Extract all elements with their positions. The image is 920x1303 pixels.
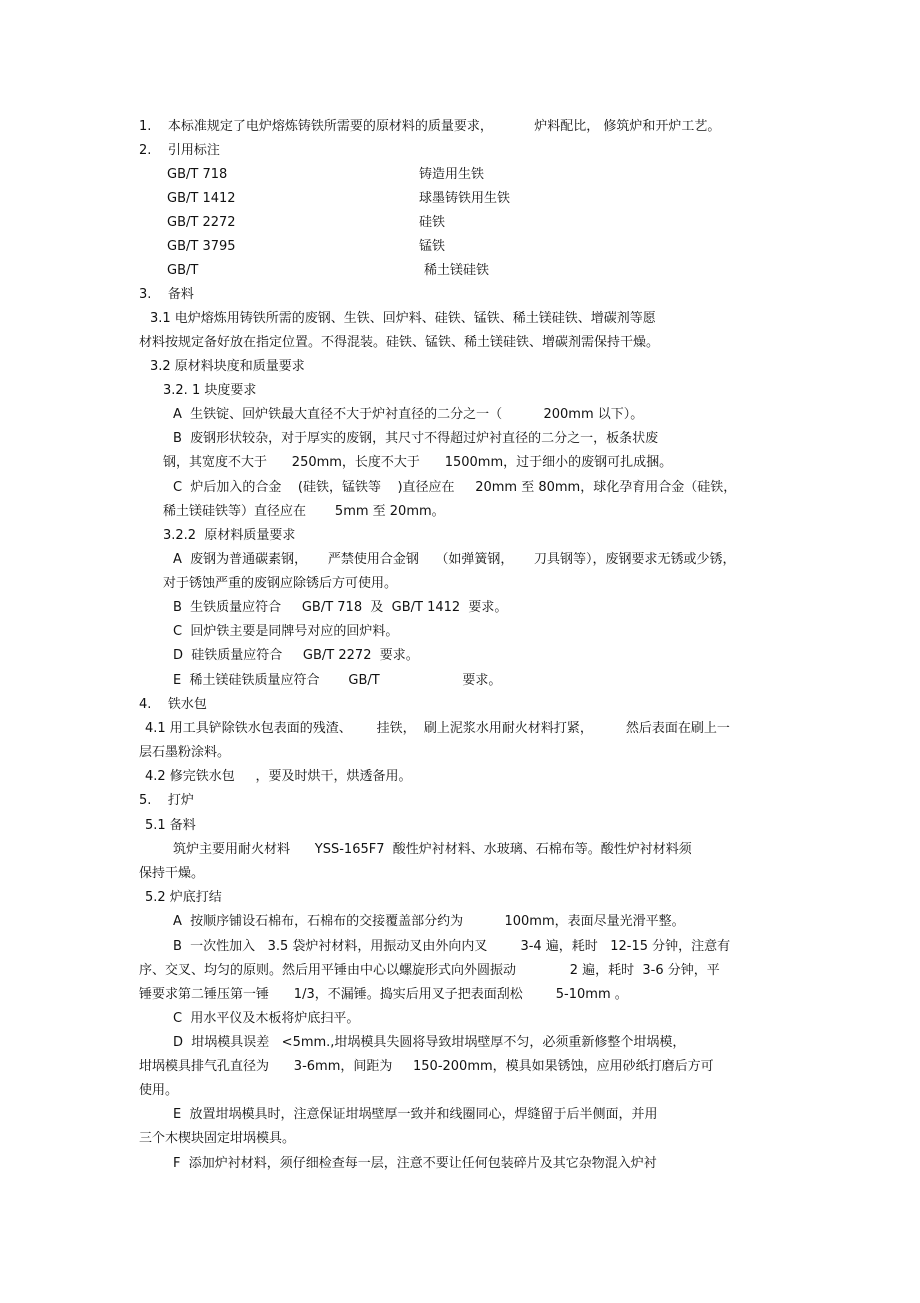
standard-code: GB/T 1412 [167,191,236,206]
text-line: D 坩埚模具误差 <5mm.,坩埚模具失圆将导致坩埚壁厚不匀，必须重新修整个坩埚模， [173,1035,686,1050]
text-line: B 生铁质量应符合 GB/T 718 及 GB/T 1412 要求。 [173,600,508,615]
text-line: 4.2 修完铁水包 ，要及时烘干，烘透备用。 [145,769,412,784]
text-line: 使用。 [139,1083,179,1098]
standard-code: GB/T [167,263,199,278]
text-line: E 放置坩埚模具时，注意保证坩埚壁厚一致并和线圈同心，焊缝留于后半侧面，并用 [173,1107,658,1122]
text-line: C 回炉铁主要是同牌号对应的回炉料。 [173,624,399,639]
text-line: 锤要求第二锤压第一锤 1/3，不漏锤。捣实后用叉子把表面刮松 5-10mm 。 [139,987,628,1002]
subsection-heading: 5.2 炉底打结 [145,890,222,905]
standard-title: 锰铁 [419,239,446,254]
text-line: A 生铁锭、回炉铁最大直径不大于炉衬直径的二分之一（ 200mm 以下）。 [173,407,644,422]
text-line: C 炉后加入的合金 (硅铁，锰铁等 )直径应在 20mm 至 80mm，球化孕育用合金（硅铁， [173,480,737,495]
text-line: F 添加炉衬材料，须仔细检查每一层，注意不要让任何包装碎片及其它杂物混入炉衬 [173,1156,657,1171]
section-heading: 4. 铁水包 [139,697,207,712]
text-line: 序、交叉、均匀的原则。然后用平锤由中心以螺旋形式向外圆振动 2 遍，耗时 3-6 分钟，平 [139,963,720,978]
text-line: 对于锈蚀严重的废钢应除锈后方可使用。 [163,576,398,591]
text-line: C 用水平仪及木板将炉底扫平。 [173,1011,360,1026]
standard-code: GB/T 2272 [167,215,236,230]
text-line: 材料按规定备好放在指定位置。不得混装。硅铁、锰铁、稀土镁硅铁、增碳剂需保持干燥。 [139,335,660,350]
subsection-heading: 3.2. 1 块度要求 [163,383,257,398]
standard-title: 硅铁 [419,215,446,230]
subsection-heading: 5.1 备料 [145,818,196,833]
subsection-heading: 3.2.2 原材料质量要求 [163,528,296,543]
text-line: 层石墨粉涂料。 [139,745,231,760]
text-line: 1. 本标准规定了电炉熔炼铸铁所需要的原材料的质量要求， 炉料配比， 修筑炉和开炉工艺。 [139,119,721,134]
text-line: E 稀土镁硅铁质量应符合 GB/T 要求。 [173,673,502,688]
text-line: B 废钢形状较杂，对于厚实的废钢，其尺寸不得超过炉衬直径的二分之一，板条状废 [173,431,659,446]
text-line: A 按顺序铺设石棉布，石棉布的交接覆盖部分约为 100mm，表面尽量光滑平整。 [173,914,685,929]
text-line: A 废钢为普通碳素钢， 严禁使用合金钢 （如弹簧钢， 刀具钢等），废钢要求无锈或少锈， [173,552,736,567]
text-line: 三个木楔块固定坩埚模具。 [139,1131,296,1146]
section-heading: 5. 打炉 [139,793,194,808]
section-heading: 3. 备料 [139,287,194,302]
text-line: B 一次性加入 3.5 袋炉衬材料，用振动叉由外向内叉 3-4 遍，耗时 12-15 分钟，注意有 [173,939,731,954]
text-line: 坩埚模具排气孔直径为 3-6mm，间距为 150-200mm，模具如果锈蚀，应用砂纸打磨后方可 [139,1059,714,1074]
text-line: 钢，其宽度不大于 250mm，长度不大于 1500mm，过于细小的废钢可扎成捆。 [163,455,673,470]
text-line: 稀土镁硅铁等）直径应在 5mm 至 20mm。 [163,504,445,519]
section-heading: 2. 引用标注 [139,143,220,158]
text-line: 筑炉主要用耐火材料 YSS-165F7 酸性炉衬材料、水玻璃、石棉布等。酸性炉衬材料须 [173,842,692,857]
text-line: 3.1 电炉熔炼用铸铁所需的废钢、生铁、回炉料、硅铁、锰铁、稀土镁硅铁、增碳剂等愿 [150,311,656,326]
standard-title: 球墨铸铁用生铁 [419,191,511,206]
text-line: 4.1 用工具铲除铁水包表面的残渣、 挂铁， 刷上泥浆水用耐火材料打紧， 然后表面在刷上一 [145,721,730,736]
standard-title: 稀土镁硅铁 [424,263,490,278]
standard-code: GB/T 718 [167,167,228,182]
text-line: 保持干燥。 [139,866,205,881]
standard-code: GB/T 3795 [167,239,236,254]
subsection-heading: 3.2 原材料块度和质量要求 [150,359,305,374]
standard-title: 铸造用生铁 [419,167,485,182]
text-line: D 硅铁质量应符合 GB/T 2272 要求。 [173,648,419,663]
